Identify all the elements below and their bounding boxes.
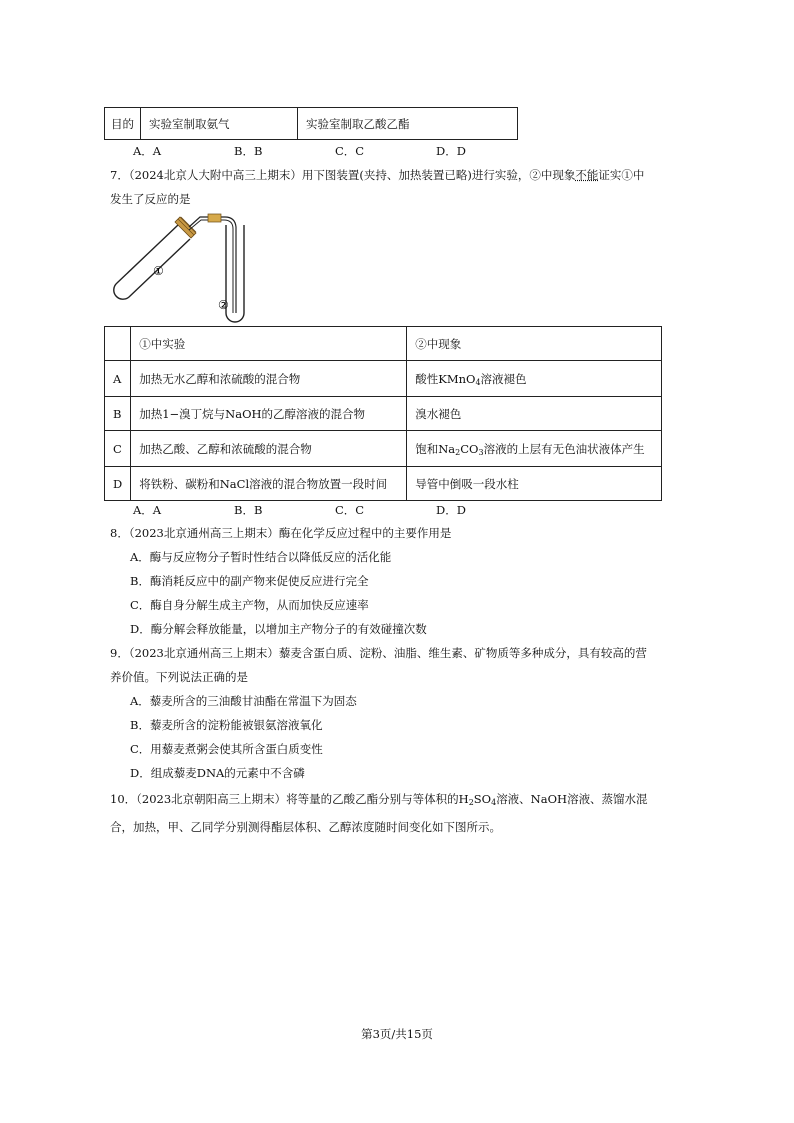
text: 溶液、NaOH溶液、蒸馏水混 [496,792,648,806]
row-experiment: 加热1−溴丁烷与NaOH的乙醇溶液的混合物 [131,397,407,431]
row-key: A [105,361,131,397]
delivery-tube [189,214,236,313]
option-b: B．B [234,503,263,517]
apparatus-diagram [105,205,265,325]
header-key [105,327,131,361]
option-d: D．D [436,503,466,517]
q7-options [133,502,537,518]
formula: Na [438,441,456,456]
text: 10．（2023北京朝阳高三上期末）将等量的乙酸乙酯分别与等体积的 [110,792,459,806]
question-7 [110,163,690,211]
option-a: A．A [133,144,162,158]
subscript: 2 [455,447,461,457]
q8-choice-c: C．酶自身分解生成主产物，从而加快反应速率 [130,598,369,612]
row-phenomenon [407,431,662,467]
text: 溶液褪色 [480,371,527,386]
row-experiment: 加热无水乙醇和浓硫酸的混合物 [131,361,407,397]
top-table-row-label: 目的 [105,108,141,140]
row-phenomenon: 溴水褪色 [407,397,662,431]
table-row [105,361,662,397]
test-tube-1 [114,217,196,299]
row-key: C [105,431,131,467]
page-footer: 第3页/共15页 [361,1027,433,1041]
q10-stem-line1 [110,787,690,815]
q9-choice-c: C．用藜麦煮粥会使其所含蛋白质变性 [130,742,323,756]
q6-options [133,143,537,159]
q7-stem [110,163,690,187]
row-key: D [105,467,131,501]
row-experiment: 将铁粉、碳粉和NaCl溶液的混合物放置一段时间 [131,467,407,501]
q7-number: 7． [110,168,129,182]
table-header-row [105,327,662,361]
option-a: A．A [133,503,162,517]
tube-1-label: ① [153,264,164,278]
q8-choice-d: D．酶分解会释放能量，以增加主产物分子的有效碰撞次数 [130,622,427,636]
q7-stem-line2: 发生了反应的是 [110,192,191,206]
q8-choice-a: A．酶与反应物分子暂时性结合以降低反应的活化能 [130,550,392,564]
subscript: 2 [468,798,474,807]
row-phenomenon: 导管中倒吸一段水柱 [407,467,662,501]
subscript: 3 [478,447,484,457]
q9-choice-a: A．藜麦所含的三油酸甘油酯在常温下为固态 [130,694,357,708]
q9-stem-line2: 养价值。下列说法正确的是 [110,670,248,684]
formula: CO [460,441,479,456]
q7-stem-b: 证实①中 [598,168,645,182]
top-table-cell-2: 实验室制取乙酸乙酯 [298,108,518,140]
q9-choice-b: B．藜麦所含的淀粉能被银氨溶液氧化 [130,718,323,732]
table-row [105,467,662,501]
option-c: C．C [335,144,365,158]
question-10 [110,787,690,839]
formula: H [458,792,469,806]
q7-source: （2024北京人大附中高三上期末） [128,168,302,182]
top-table-cell-1: 实验室制取氨气 [141,108,298,140]
row-phenomenon [407,361,662,397]
formula: KMnO [438,371,476,386]
tube-2-label: ② [218,298,229,312]
question-8 [110,521,690,641]
row-experiment: 加热乙酸、乙醇和浓硫酸的混合物 [131,431,407,467]
header-experiment: ①中实验 [131,327,407,361]
question-9 [110,641,690,785]
q8-choice-b: B．酶消耗反应中的副产物来促使反应进行完全 [130,574,369,588]
option-c: C．C [335,503,365,517]
row-key: B [105,397,131,431]
table-row [105,397,662,431]
q8-stem: 8．（2023北京通州高三上期末）酶在化学反应过程中的主要作用是 [110,526,452,540]
q9-stem-line1: 9．（2023北京通州高三上期末）藜麦含蛋白质、淀粉、油脂、维生素、矿物质等多种成分，具有较高的营 [110,646,647,660]
table-row [105,431,662,467]
q7-stem-emphasis: 不能 [575,168,599,182]
text: 溶液的上层有无色油状液体产生 [483,441,645,456]
q9-choice-d: D．组成藜麦DNA的元素中不含磷 [130,766,305,780]
text: 酸性 [415,371,439,386]
subscript: 4 [491,798,497,807]
option-b: B．B [234,144,263,158]
text: 饱和 [415,441,439,456]
option-d: D．D [436,144,466,158]
header-phenomenon: ②中现象 [407,327,662,361]
subscript: 4 [475,377,481,387]
q10-stem-line2: 合，加热，甲、乙同学分别测得酯层体积、乙醇浓度随时间变化如下图所示。 [110,820,501,834]
top-table [104,107,518,140]
formula: SO [473,792,492,806]
q7-table [104,326,662,501]
q7-stem-a: 用下图装置(夹持、加热装置已略)进行实验，②中现象 [301,168,576,182]
